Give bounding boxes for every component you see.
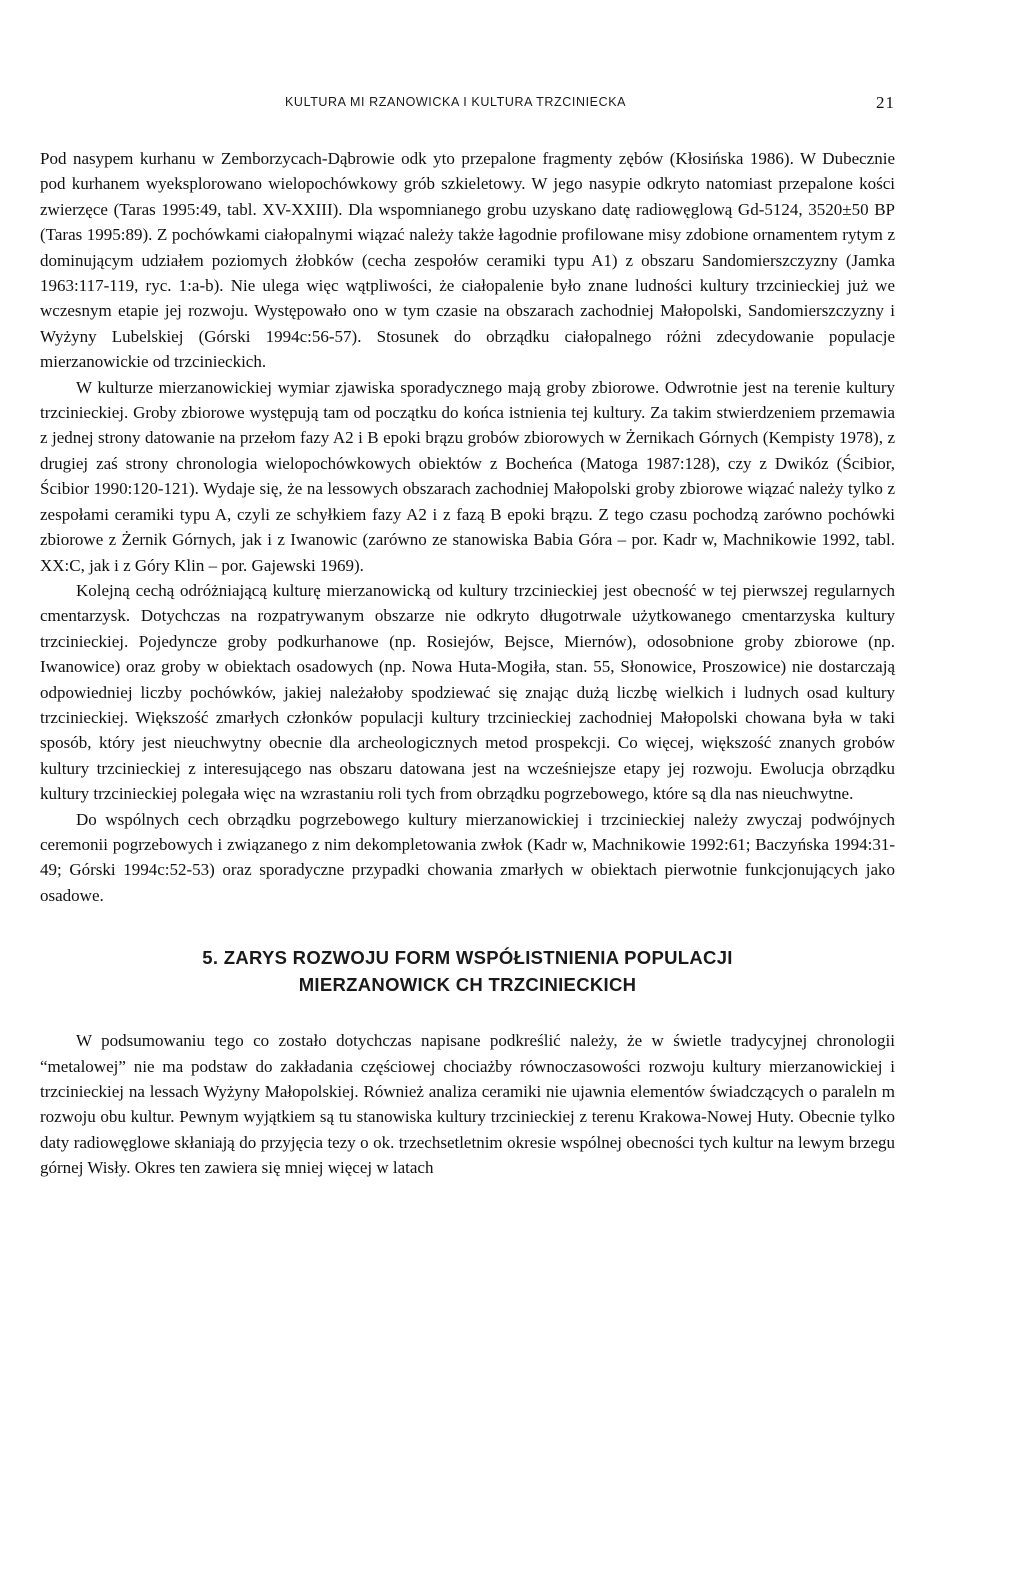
section-heading-line-2: MIERZANOWICK CH TRZCINIECKICH [298,974,637,996]
paragraph-common-features: Do wspólnych cech obrządku pogrzebowego kultury mierzanowickiej i trzcinieckiej należy zwyczaj podwójnych ceremonii pogrzebowych i związanego z nim dekompletowania zwłok (Kadr w, Machnikowie 1992:61; Baczyńska 1994:31-49; Górski 1994c:52-53) oraz sporadyczne przypadki chowania zmarłych w obiektach pierwotnie funkcjonujących jako osadowe. [40,809,895,905]
running-title: KULTURA MI RZANOWICKA I KULTURA TRZCINIECKA [285,95,627,109]
paragraph-collective-graves: W kulturze mierzanowickiej wymiar zjawiska sporadycznego mają groby zbiorowe. Odwrotnie jest na terenie kultury trzcinieckiej. Groby zbiorowe występują tam od początku do końca istnienia tej kultury. Za takim stwierdzeniem przemawia z jednej strony datowanie na przełom fazy A2 i B epoki brązu grobów zbiorowych w Żernikach Górnych (Kempisty 1978), z drugiej zaś strony chronologia wielopochówkowych obiektów z Bocheńca (Matoga 1987:128), czy z Dwikóz (Ścibior, Ścibior 1990:120-121). Wydaje się, że na lessowych obszarach zachodniej Małopolski groby zbiorowe wiązać należy tylko z zespołami ceramiki typu A, czyli ze schyłkiem fazy A2 i z fazą B epoki brązu. Z tego czasu pochodzą zarówno pochówki zbiorowe z Żernik Górnych, jak i z Iwanowic (zarówno ze stanowiska Babia Góra – por. Kadr w, Machnikowie 1992, tabl. XX:C, jak i z Góry Klin – por. Gajewski 1969). [40,377,895,575]
section-heading-line-1: 5. ZARYS ROZWOJU FORM WSPÓŁISTNIENIA POPULACJI [202,947,733,969]
paragraph-burials-cremation: Pod nasypem kurhanu w Zemborzycach-Dąbrowie odk yto przepalone fragmenty zębów (Kłosińska 1986). W Dubecznie pod kurhanem wyeksplorowano wielopochówkowy grób szkieletowy. W jego nasypie odkryto natomiast przepalone kości zwierzęce (Taras 1995:49, tabl. XV-XXIII). Dla wspomnianego grobu uzyskano datę radiowęglową Gd-5124, 3520±50 BP (Taras 1995:89). Z pochówkami ciałopalnymi wiązać należy także łagodnie profilowane misy zdobione ornamentem rytym z dominującym udziałem poziomych żłobków (cecha zespołów ceramiki typu A1) z obszaru Sandomierszczyzny (Jamka 1963:117-119, ryc. 1:a-b). Nie ulega więc wątpliwości, że ciałopalenie było znane ludności kultury trzcinieckiej już we wczesnym etapie jej rozwoju. Występowało ono w tym czasie na obszarach zachodniej Małopolski, Sandomierszczyzny i Wyżyny Lubelskiej (Górski 1994c:56-57). Stosunek do obrządku ciałopalnego różni zdecydowanie populacje mierzanowickie od trzcinieckich. [40,149,895,372]
section-heading [40,944,895,998]
paragraph-summary: W podsumowaniu tego co zostało dotychczas napisane podkreślić należy, że w świetle tradycyjnej chronologii “metalowej” nie ma podstaw do zakładania częściowej chociażby równoczasowości rozwoju kultury mierzanowickiej i trzcinieckiej na lessach Wyżyny Małopolskiej. Również analiza ceramiki nie ujawnia elementów świadczących o paraleln m rozwoju obu kultur. Pewnym wyjątkiem są tu stanowiska kultury trzcinieckiej z terenu Krakowa-Nowej Huty. Obecnie tylko daty radiowęglowe skłaniają do przyjęcia tezy o ok. trzechsetletnim okresie wspólnej obecności tych kultur na lewym brzegu górnej Wisły. Okres ten zawiera się mniej więcej w latach [40,1031,895,1178]
running-header [40,93,895,117]
paragraph-cemeteries: Kolejną cechą odróżniającą kulturę mierzanowicką od kultury trzcinieckiej jest obecność w tej pierwszej regularnych cmentarzysk. Dotychczas na rozpatrywanym obszarze nie odkryto długotrwale użytkowanego cmentarzyska kultury trzcinieckiej. Pojedyncze groby podkurhanowe (np. Rosiejów, Bejsce, Miernów), odosobnione groby zbiorowe (np. Iwanowice) oraz groby w obiektach osadowych (np. Nowa Huta-Mogiła, stan. 55, Słonowice, Proszowice) nie dostarczają odpowiedniej liczby pochówków, jakiej należałoby spodziewać się znając dużą liczbę wielkich i ludnych osad kultury trzcinieckiej. Większość zmarłych członków populacji kultury trzcinieckiej zachodniej Małopolski chowana była w taki sposób, który jest nieuchwytny obecnie dla archeologicznych metod prospekcji. Co więcej, większość znanych grobów kultury trzcinieckiej z interesującego nas obszaru datowana jest na wcześniejsze etapy jej rozwoju. Ewolucja obrządku kultury trzcinieckiej polegała więc na wzrastaniu roli tych from obrządku pogrzebowego, które są dla nas nieuchwytne. [40,580,895,804]
page-number: 21 [876,93,895,112]
body-text [40,146,895,1181]
